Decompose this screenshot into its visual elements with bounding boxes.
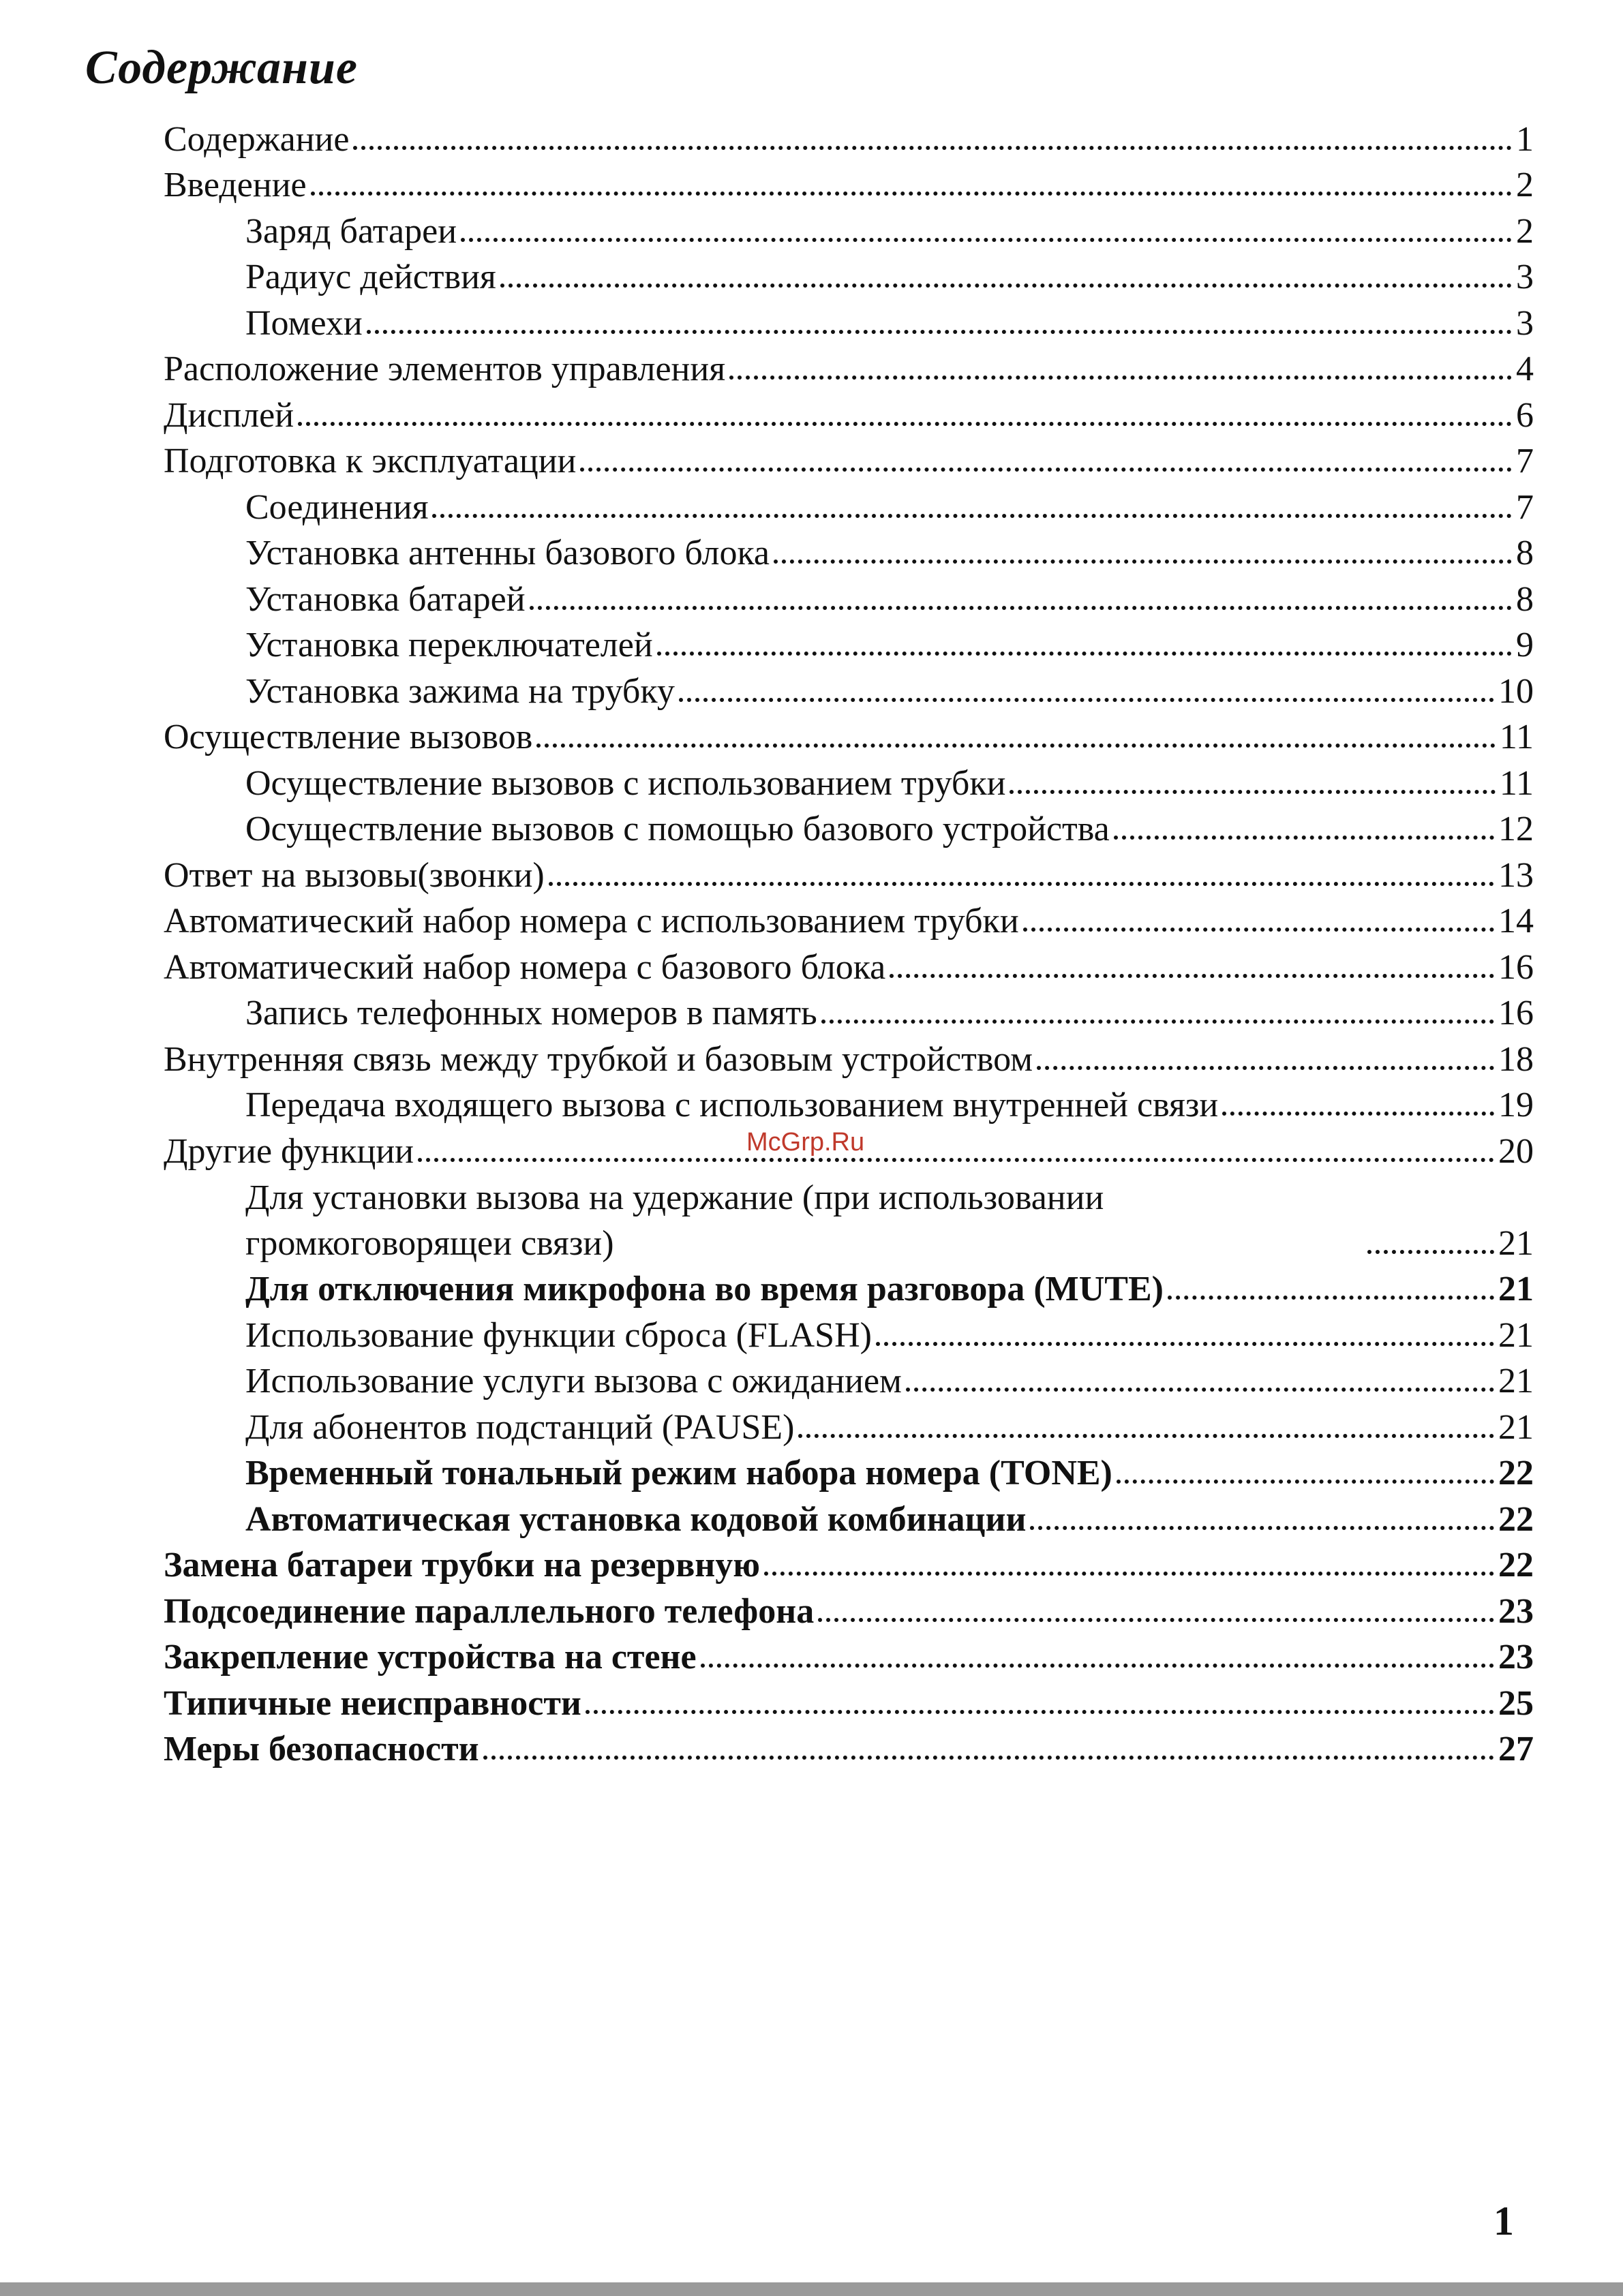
dot-leader bbox=[679, 698, 1494, 702]
dot-leader bbox=[1037, 1066, 1494, 1070]
toc-entry-title: Использование услуги вызова с ожиданием bbox=[245, 1362, 902, 1400]
dot-leader bbox=[311, 192, 1512, 196]
dot-leader bbox=[298, 422, 1512, 426]
toc-entry-page: 23 bbox=[1498, 1638, 1534, 1677]
toc-entry[interactable] bbox=[164, 392, 1534, 438]
toc-entry-page: 7 bbox=[1516, 487, 1534, 527]
toc-entry-title: Временный тональный режим набора номера (TONE) bbox=[245, 1454, 1112, 1493]
toc-entry[interactable] bbox=[164, 484, 1534, 530]
toc-entry-title: Содержание bbox=[164, 119, 350, 159]
dot-leader bbox=[1023, 928, 1494, 932]
dot-leader bbox=[536, 744, 1496, 748]
toc-entry[interactable] bbox=[164, 1726, 1534, 1773]
toc-entry-page: 3 bbox=[1516, 303, 1534, 343]
toc-entry-title: Автоматический набор номера с использованием трубки bbox=[164, 902, 1019, 940]
toc-entry[interactable] bbox=[164, 714, 1534, 761]
toc-entry-page: 21 bbox=[1498, 1223, 1534, 1263]
dot-leader bbox=[821, 1020, 1494, 1024]
toc-entry[interactable] bbox=[164, 208, 1534, 254]
toc-entry-page: 23 bbox=[1498, 1591, 1534, 1631]
dot-leader bbox=[549, 882, 1494, 886]
toc-entry[interactable] bbox=[164, 806, 1534, 853]
toc-entry-page: 21 bbox=[1498, 1315, 1534, 1355]
toc-entry-title: Другие функции bbox=[164, 1131, 414, 1171]
dot-leader bbox=[1030, 1526, 1494, 1530]
toc-entry[interactable] bbox=[164, 1312, 1534, 1358]
toc-entry[interactable] bbox=[164, 1634, 1534, 1681]
toc-entry[interactable] bbox=[164, 760, 1534, 806]
toc-entry[interactable] bbox=[164, 346, 1534, 393]
toc-entry[interactable] bbox=[164, 300, 1534, 346]
toc-entry-page: 10 bbox=[1498, 671, 1534, 711]
toc-entry-title: Для абонентов подстанций (PAUSE) bbox=[245, 1407, 795, 1447]
scan-edge bbox=[0, 2282, 1623, 2296]
toc-entry-title: Помехи bbox=[245, 303, 363, 343]
toc-entry[interactable] bbox=[164, 1174, 1534, 1266]
toc-entry-title: Внутренняя связь между трубкой и базовым устройством bbox=[164, 1039, 1033, 1079]
toc-entry-title: Установка антенны базового блока bbox=[245, 534, 770, 572]
toc-entry-page: 16 bbox=[1498, 994, 1534, 1032]
toc-entry[interactable] bbox=[164, 530, 1534, 577]
page-number: 1 bbox=[1493, 2199, 1514, 2244]
dot-leader bbox=[1367, 1250, 1494, 1254]
toc-entry-page: 22 bbox=[1498, 1454, 1534, 1493]
dot-leader bbox=[580, 468, 1512, 472]
toc-entry-page: 6 bbox=[1516, 395, 1534, 435]
toc-entry-title: Соединения bbox=[245, 487, 429, 527]
toc-entry-title: Автоматическая установка кодовой комбинации bbox=[245, 1499, 1027, 1539]
dot-leader bbox=[764, 1572, 1494, 1576]
toc-entry-title: Установка зажима на трубку bbox=[245, 671, 675, 711]
page-title: Содержание bbox=[85, 42, 358, 94]
toc-entry[interactable] bbox=[164, 622, 1534, 669]
toc-entry-page: 2 bbox=[1516, 166, 1534, 204]
toc-entry-title: Использование функции сброса (FLASH) bbox=[245, 1315, 872, 1355]
dot-leader bbox=[367, 330, 1512, 334]
watermark: McGrp.Ru bbox=[746, 1128, 865, 1157]
dot-leader bbox=[876, 1342, 1494, 1346]
toc-entry-title: Радиус действия bbox=[245, 258, 496, 296]
toc-entry[interactable] bbox=[164, 1266, 1534, 1313]
toc-entry[interactable] bbox=[164, 438, 1534, 485]
toc-entry-page: 9 bbox=[1516, 626, 1534, 664]
dot-leader bbox=[461, 238, 1512, 242]
toc-entry[interactable] bbox=[164, 990, 1534, 1037]
toc-entry-title: Закрепление устройства на стене bbox=[164, 1638, 697, 1677]
toc-entry-page: 27 bbox=[1498, 1730, 1534, 1769]
dot-leader bbox=[818, 1618, 1494, 1622]
toc-entry[interactable] bbox=[164, 576, 1534, 622]
toc-entry-page: 4 bbox=[1516, 350, 1534, 388]
toc-entry-title: Запись телефонных номеров в память bbox=[245, 994, 817, 1032]
dot-leader bbox=[701, 1664, 1494, 1668]
toc-entry-title: Передача входящего вызова с использованием внутренней связи bbox=[245, 1086, 1219, 1124]
dot-leader bbox=[774, 560, 1512, 564]
dot-leader bbox=[530, 606, 1512, 610]
toc-entry-title: Автоматический набор номера с базового блока bbox=[164, 947, 886, 987]
toc-entry-page: 21 bbox=[1498, 1270, 1534, 1308]
dot-leader bbox=[353, 146, 1512, 150]
toc-entry-page: 16 bbox=[1498, 947, 1534, 987]
toc-entry-title: Для установки вызова на удержание (при использовании громкоговорящеи связи) bbox=[245, 1178, 1104, 1263]
toc-entry-page: 21 bbox=[1498, 1407, 1534, 1447]
dot-leader bbox=[798, 1434, 1494, 1438]
toc-entry-page: 11 bbox=[1499, 763, 1534, 803]
toc-entry-title: Замена батареи трубки на резервную bbox=[164, 1546, 760, 1585]
toc-entry-title: Меры безопасности bbox=[164, 1730, 479, 1769]
toc-entry-title: Установка батарей bbox=[245, 579, 526, 619]
toc-entry-page: 19 bbox=[1498, 1086, 1534, 1124]
toc-entry-title: Ответ на вызовы(звонки) bbox=[164, 855, 545, 895]
toc-entry[interactable] bbox=[164, 1404, 1534, 1450]
toc-entry-title: Расположение элементов управления bbox=[164, 350, 726, 388]
toc-entry-page: 21 bbox=[1498, 1362, 1534, 1400]
toc-entry[interactable] bbox=[164, 1680, 1534, 1726]
toc-entry-title: Осуществление вызовов с использованием трубки bbox=[245, 763, 1006, 803]
toc-entry-title: Типичные неисправности bbox=[164, 1683, 581, 1723]
toc-entry[interactable] bbox=[164, 1036, 1534, 1082]
toc-entry[interactable] bbox=[164, 1358, 1534, 1405]
dot-leader bbox=[1168, 1296, 1494, 1300]
toc-entry-page: 7 bbox=[1516, 442, 1534, 480]
dot-leader bbox=[1010, 790, 1495, 794]
toc-entry[interactable] bbox=[164, 1542, 1534, 1589]
dot-leader bbox=[890, 974, 1494, 978]
dot-leader bbox=[1222, 1112, 1494, 1116]
toc-entry[interactable] bbox=[164, 1588, 1534, 1634]
toc-entry-title: Установка переключателей bbox=[245, 626, 653, 664]
toc-entry-title: Для отключения микрофона во время разговора (MUTE) bbox=[245, 1270, 1164, 1308]
dot-leader bbox=[432, 514, 1512, 518]
toc-entry[interactable] bbox=[164, 852, 1534, 898]
toc-entry[interactable] bbox=[164, 1496, 1534, 1542]
toc-entry-page: 22 bbox=[1498, 1499, 1534, 1539]
toc-entry-page: 14 bbox=[1498, 902, 1534, 940]
toc-entry-page: 8 bbox=[1516, 579, 1534, 619]
dot-leader bbox=[729, 376, 1512, 380]
dot-leader bbox=[906, 1388, 1494, 1392]
toc-entry-title: Введение bbox=[164, 166, 307, 204]
dot-leader bbox=[657, 652, 1512, 656]
toc-entry-page: 2 bbox=[1516, 211, 1534, 251]
toc-entry-page: 1 bbox=[1516, 119, 1534, 159]
dot-leader bbox=[483, 1756, 1494, 1760]
dot-leader bbox=[418, 1158, 1494, 1162]
toc-entry-page: 12 bbox=[1498, 810, 1534, 848]
toc-entry-page: 20 bbox=[1498, 1131, 1534, 1171]
toc-entry[interactable] bbox=[164, 1082, 1534, 1129]
toc-entry-page: 11 bbox=[1499, 718, 1534, 756]
toc-entry-title: Подсоединение параллельного телефона bbox=[164, 1591, 815, 1631]
toc-entry-page: 13 bbox=[1498, 855, 1534, 895]
toc-entry[interactable] bbox=[164, 116, 1534, 162]
toc-entry[interactable] bbox=[164, 1450, 1534, 1497]
toc-entry[interactable] bbox=[164, 898, 1534, 945]
toc-entry[interactable] bbox=[164, 668, 1534, 714]
toc-entry[interactable] bbox=[164, 162, 1534, 209]
toc-entry-title: Осуществление вызовов с помощью базового устройства bbox=[245, 810, 1110, 848]
toc-entry-page: 18 bbox=[1498, 1039, 1534, 1079]
dot-leader bbox=[500, 284, 1512, 288]
toc-entry-title: Подготовка к эксплуатации bbox=[164, 442, 577, 480]
dot-leader bbox=[1117, 1480, 1494, 1484]
dot-leader bbox=[1114, 836, 1494, 840]
toc-entry[interactable] bbox=[164, 944, 1534, 990]
toc-entry-title: Дисплей bbox=[164, 395, 294, 435]
toc-entry-title: Заряд батареи bbox=[245, 211, 457, 251]
toc-entry-page: 25 bbox=[1498, 1683, 1534, 1723]
dot-leader bbox=[586, 1710, 1494, 1714]
table-of-contents bbox=[164, 116, 1534, 1772]
toc-entry-page: 3 bbox=[1516, 258, 1534, 296]
toc-entry[interactable] bbox=[164, 254, 1534, 301]
toc-entry-page: 8 bbox=[1516, 534, 1534, 572]
toc-entry-page: 22 bbox=[1498, 1546, 1534, 1585]
toc-entry-title: Осуществление вызовов bbox=[164, 718, 533, 756]
